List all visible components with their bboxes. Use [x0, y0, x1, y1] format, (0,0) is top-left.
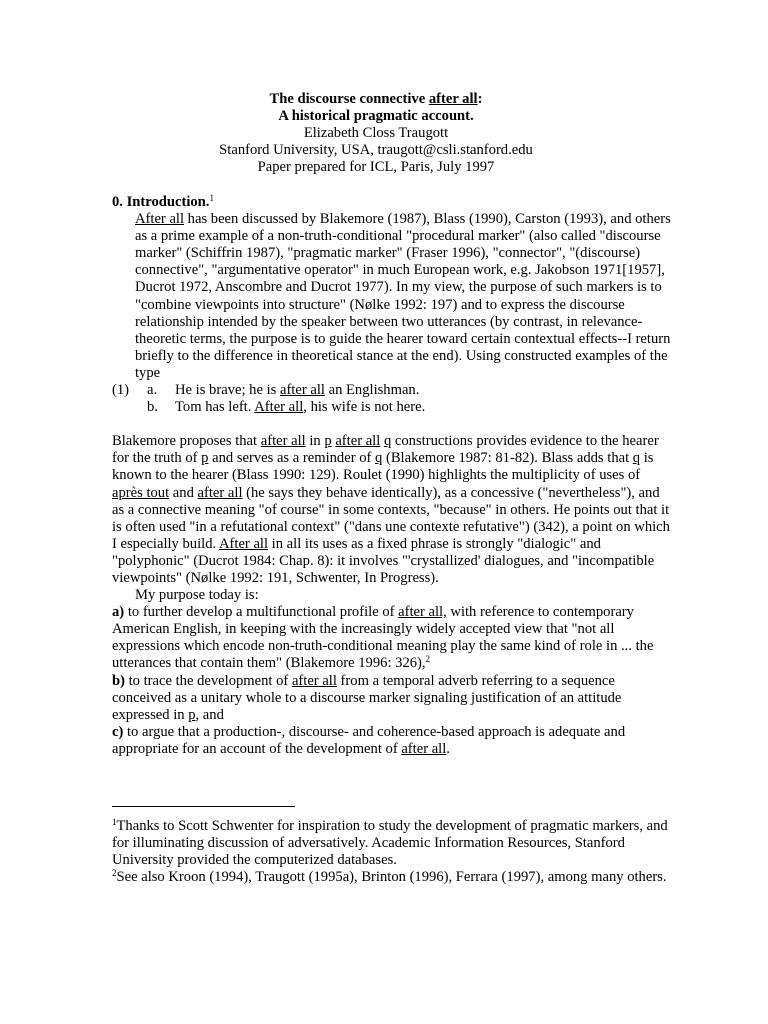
footnotes — [112, 818, 672, 886]
term-after-all: After all — [135, 211, 185, 228]
goal-a — [112, 604, 672, 672]
footnote-2-text: See also Kroon (1994), Traugott (1995a), Brinton (1996), Ferrara (1997), among many others. — [116, 869, 667, 886]
p2-s7: (Blakemore 1987: 81-82). Blass adds that — [382, 450, 633, 467]
section-heading — [112, 194, 672, 211]
goal-b-post: , and — [195, 706, 224, 723]
p2-u2: p — [324, 433, 332, 450]
paragraph-intro-text: has been discussed by Blakemore (1987), Blass (1990), Carston (1993), and others as a prime example of a non-truth-conditional "procedural marker" (also called "discourse marker" (Schiffrin 1987), "pragmatic marker" (Fraser 1996), "connector", "(discourse) connective", "argumentative operator" in much European work, e.g. Jakobson 1971[1957], Ducrot 1972, Anscombre and Ducrot 1977). In my view, the purpose of such markers is to "combine viewpoints into structure" (Nølke 1992: 197) and to express the discourse relationship intended by the speaker between two utterances (by contrast, in relevance-theoretic terms, the purpose is to guide the hearer toward certain contextual effects--I return briefly to the difference in theoretical stance at the end). Using constructed examples of the type — [135, 211, 671, 381]
p2-s6: and serves as a reminder of — [208, 450, 376, 467]
p2-s1: Blakemore proposes that — [112, 433, 261, 450]
goal-b-term2: p — [188, 706, 196, 723]
goal-c-label: c) — [112, 723, 124, 740]
goal-c-post: . — [446, 740, 450, 757]
example-b-pre: Tom has left. — [175, 399, 255, 416]
goal-c — [112, 724, 672, 758]
example-b-term: After all — [254, 399, 304, 416]
example-a-label: a. — [147, 382, 158, 399]
example-b-post: , his wife is not here. — [303, 399, 426, 416]
footnote-1-text: Thanks to Scott Schwenter for inspiration to study the development of pragmatic markers, and for illuminating discussion of adversatively. Academic Information Resources, Stanford University provided the computerized databases. — [112, 818, 668, 869]
goal-b-label: b) — [112, 672, 125, 689]
p2-s9: and — [169, 484, 198, 501]
goal-c-pre: to argue that a production-, discourse- and coherence-based approach is adequate and appropriate for an account of the development of — [112, 723, 626, 757]
paragraph-purpose: My purpose today is: — [135, 587, 259, 604]
paper-title — [112, 91, 640, 108]
p2-u10: After all — [219, 535, 269, 552]
title-block — [112, 91, 640, 176]
paragraph-intro — [112, 211, 672, 382]
p2-s2: in — [305, 433, 325, 450]
footnote-1 — [112, 818, 672, 869]
example-number-spacer — [112, 399, 147, 416]
section-heading-text: 0. Introduction. — [112, 194, 210, 210]
title-text: The discourse connective — [269, 91, 429, 107]
paper-subtitle: A historical pragmatic account. — [278, 108, 474, 125]
paragraph-gap — [112, 416, 672, 433]
goal-c-term: after all — [401, 740, 447, 757]
p2-u6: q — [375, 450, 383, 467]
example-b-text — [175, 399, 425, 416]
goal-b-term: after all — [291, 672, 337, 689]
footnote-1-mark: 1 — [112, 817, 117, 827]
footnote-ref-2: 2 — [425, 654, 431, 665]
goal-b-mid: from a temporal adverb referring to a sequence conceived as a unitary whole to a discourse marker signaling justification of an attitude expressed in — [112, 672, 622, 723]
footnote-2 — [112, 869, 672, 886]
p2-u8: après tout — [112, 484, 170, 501]
paper-venue: Paper prepared for ICL, Paris, July 1997 — [257, 159, 495, 176]
p2-u9: after all — [197, 484, 243, 501]
example-a-term: after all — [279, 382, 325, 399]
p2-u3: after all — [335, 433, 381, 450]
author-name: Elizabeth Closs Traugott — [303, 125, 449, 142]
p2-s5: constructions provides evidence to the hearer for the truth of — [112, 433, 659, 467]
example-1a — [112, 382, 672, 399]
example-a-post: an Englishman. — [324, 382, 420, 399]
goal-a-label: a) — [112, 604, 125, 621]
example-b-label: b. — [147, 399, 158, 416]
goal-a-term: after all, — [398, 604, 447, 621]
p2-u7: q — [632, 450, 641, 467]
footnote-ref-1: 1 — [209, 193, 214, 203]
example-number: (1) — [112, 382, 130, 399]
body-text — [112, 194, 672, 758]
p2-s11: in all its uses as a fixed phrase is strongly "dialogic" and "polyphonic" (Ducrot 1984: Chap. 8): it involves "'crystallized' dialogues, and "incompatible viewpoints" (Nølke 1992: 191, Schwenter, In Progress). — [112, 535, 655, 586]
p2-u4: q — [383, 433, 392, 450]
footnote-divider — [112, 806, 295, 807]
example-a-text — [175, 382, 419, 399]
p2-u5: p — [201, 450, 209, 467]
p2-s8: is known to the hearer (Blass 1990: 129). Roulet (1990) highlights the multiplicity of uses of — [112, 450, 654, 484]
p2-u1: after all — [260, 433, 306, 450]
title-colon: : — [477, 91, 483, 107]
goal-b-pre: to trace the development of — [124, 672, 292, 689]
example-a-pre: He is brave; he is — [175, 382, 280, 399]
example-1 — [112, 382, 672, 416]
example-1b — [112, 399, 672, 416]
title-term: after all — [428, 91, 478, 107]
p2-s10: (he says they behave identically), as a concessive ("nevertheless"), and as a connective meaning "of course" in some contexts, "because" in others. He points out that it is often used "in a refutational context" ("dans une contexte refutative") (342), a point on which I especially build. — [112, 484, 670, 552]
goal-b — [112, 673, 672, 724]
goal-a-post: with reference to contemporary American English, in keeping with the increasingly widely accepted view that "not all expressions which encode non-truth-conditional meaning play the same kind of role in ... the utterances that contain them" (Blakemore 1996: 326), — [112, 604, 654, 672]
author-affiliation: Stanford University, USA, traugott@csli.stanford.edu — [219, 142, 533, 159]
paragraph-blakemore — [112, 433, 672, 587]
goal-a-pre: to further develop a multifunctional profile of — [124, 604, 399, 621]
footnote-2-mark: 2 — [112, 868, 117, 879]
